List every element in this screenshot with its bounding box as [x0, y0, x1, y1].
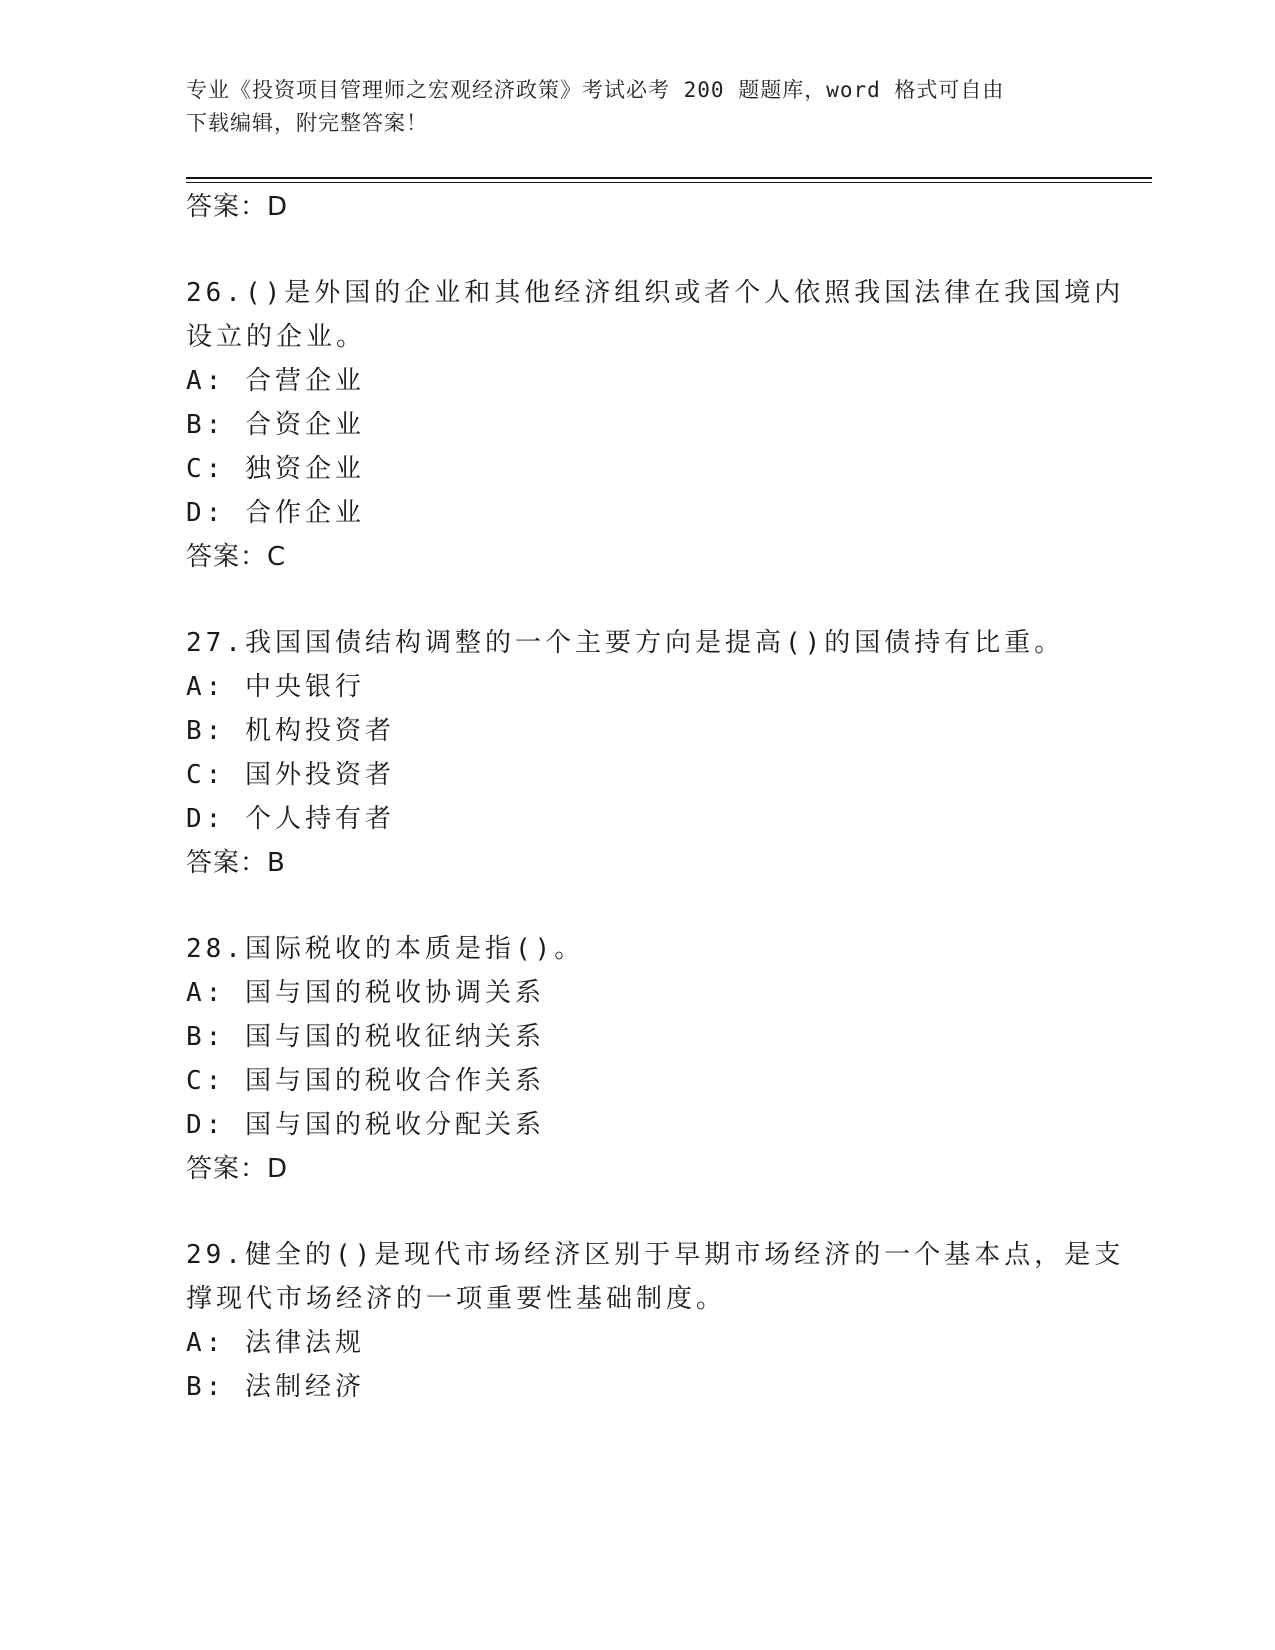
header-line-1: 专业《投资项目管理师之宏观经济政策》考试必考 200 题题库，word 格式可自由 [186, 78, 1005, 102]
question-27-text: 27.我国国债结构调整的一个主要方向是提高()的国债持有比重。 [186, 628, 1065, 658]
question-28-option-d: D: 国与国的税收分配关系 [186, 1110, 545, 1140]
question-26-option-c: C: 独资企业 [186, 454, 365, 484]
question-29-option-a: A: 法律法规 [186, 1328, 365, 1358]
question-26-option-a: A: 合营企业 [186, 366, 365, 396]
question-28-answer: 答案：D [186, 1154, 289, 1184]
question-26-text-cont: 设立的企业。 [186, 322, 367, 352]
question-26-answer: 答案：C [186, 542, 287, 572]
question-27-option-d: D: 个人持有者 [186, 804, 395, 834]
question-27-option-b: B: 机构投资者 [186, 716, 395, 746]
question-28-text: 28.国际税收的本质是指()。 [186, 934, 585, 964]
header-line-2: 下载编辑，附完整答案！ [186, 111, 428, 135]
question-28-option-a: A: 国与国的税收协调关系 [186, 978, 545, 1008]
question-27-option-a: A: 中央银行 [186, 672, 365, 702]
question-29-text: 29.健全的()是现代市场经济区别于早期市场经济的一个基本点，是支 [186, 1240, 1125, 1270]
question-27-answer: 答案：B [186, 848, 286, 878]
question-28-option-c: C: 国与国的税收合作关系 [186, 1066, 545, 1096]
question-26-option-b: B: 合资企业 [186, 410, 365, 440]
question-26-text: 26.()是外国的企业和其他经济组织或者个人依照我国法律在我国境内 [186, 278, 1125, 308]
question-29-option-b: B: 法制经济 [186, 1372, 365, 1402]
question-28-option-b: B: 国与国的税收征纳关系 [186, 1022, 545, 1052]
document-header [186, 74, 1086, 140]
question-29-text-cont: 撑现代市场经济的一项重要性基础制度。 [186, 1284, 727, 1314]
header-divider-thin [186, 182, 1152, 183]
header-divider-thick [186, 177, 1152, 179]
question-27-option-c: C: 国外投资者 [186, 760, 395, 790]
question-26-option-d: D: 合作企业 [186, 498, 365, 528]
previous-answer: 答案：D [186, 192, 289, 222]
